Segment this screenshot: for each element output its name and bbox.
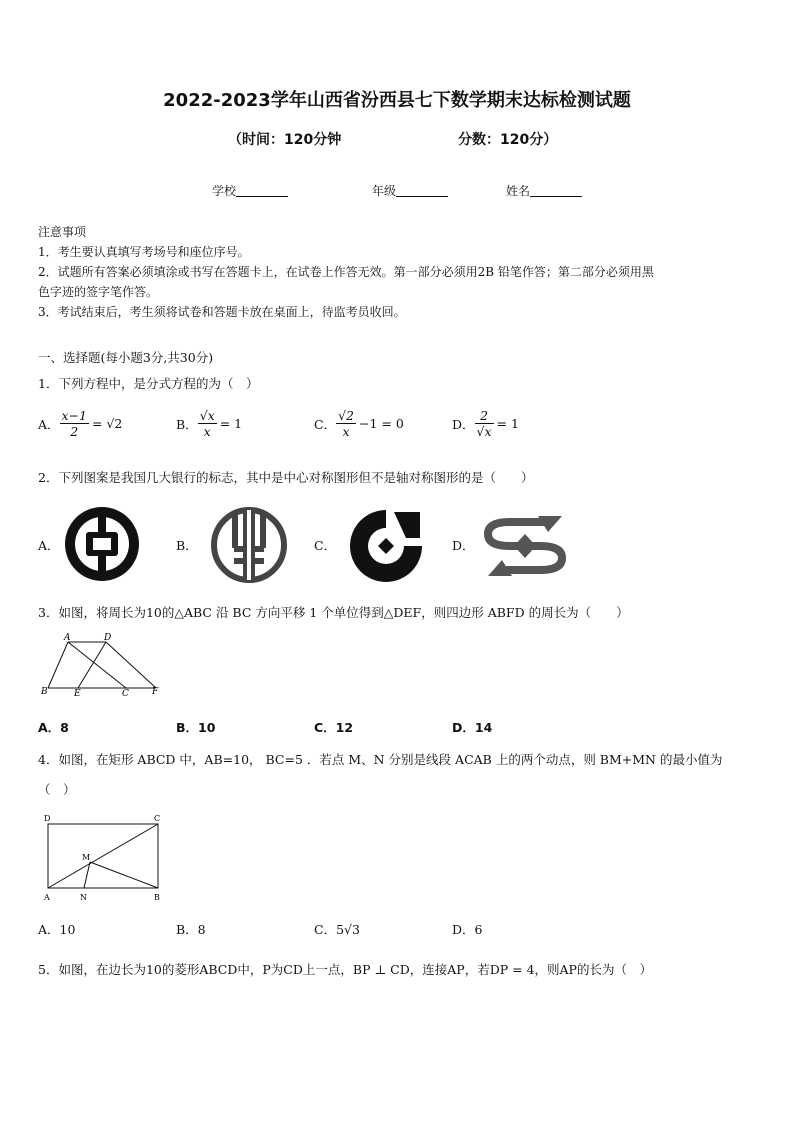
q3-label-b: B: [41, 687, 48, 696]
q4-option-c: C．5√3: [314, 922, 360, 937]
q1-stem: 1．下列方程中，是分式方程的为（ ）: [38, 376, 259, 391]
q3-label-f: F: [152, 687, 159, 696]
q4-option-a: A．10: [38, 922, 76, 937]
notice-block: [38, 222, 654, 322]
q1-d-fraction: $\frac{2}{√x}$: [476, 408, 492, 439]
q3-option-d: D．14: [452, 720, 493, 735]
q2-option-a: A．: [38, 538, 60, 553]
q4-stem-cont: （ ）: [38, 782, 76, 797]
exam-score: 分数：120分）: [458, 132, 558, 148]
q4-stem: 4．如图，在矩形 ABCD 中，AB=10， BC=5 ．若点 M、N 分别是线段 ACAB 上的两个动点，则 BM+MN 的最小值为: [38, 752, 723, 767]
q1-option-b: B． $\frac{√x}{x}$ = 1: [176, 408, 243, 439]
grade-field: 年级: [372, 182, 448, 199]
q3-stem: 3．如图，将周长为10的△ABC 沿 BC 方向平移 1 个单位得到△DEF，则四边形 ABFD 的周长为（ ）: [38, 605, 629, 620]
q2-stem: 2．下列图案是我国几大银行的标志，其中是中心对称图形但不是轴对称图形的是（ ）: [38, 470, 534, 485]
q3-label-d: D: [104, 633, 112, 643]
q4-option-b: B．8: [176, 922, 206, 937]
q3-option-c: C．12: [314, 720, 354, 735]
section-heading: 一、选择题(每小题3分,共30分): [38, 350, 214, 365]
page-title: 2022-2023学年山西省汾西县七下数学期末达标检测试题: [163, 90, 631, 111]
q1-option-c: C． $\frac{√2}{x}$ −1 = 0: [314, 408, 404, 439]
q4-option-d: D．6: [452, 922, 483, 937]
q1-b-fraction: $\frac{√x}{x}$: [199, 408, 215, 439]
q3-option-b: B．10: [176, 720, 216, 735]
q3-option-a: A．8: [38, 720, 69, 735]
q1-c-fraction: $\frac{√2}{x}$: [338, 408, 354, 439]
q4-label-c: C: [154, 814, 161, 823]
q3-label-e: E: [74, 689, 81, 696]
q5-stem: 5．如图，在边长为10的菱形ABCD中，P为CD上一点，BP ⊥ CD，连接AP，若DP = 4，则AP的长为（ ）: [38, 962, 652, 977]
bank-of-china-logo: [64, 506, 140, 582]
q3-label-c: C: [122, 689, 129, 696]
q2-option-d: D．: [452, 538, 475, 553]
industrial-bank-logo: [482, 514, 568, 578]
notice-item-2: 2．试题所有答案必须填涂或书写在答题卡上，在试卷上作答无效。第一部分必须用2B 铅笔作答；第二部分必须用黑: [38, 265, 654, 279]
q1-a-fraction: $\frac{x-1}{2}$: [61, 408, 88, 439]
q4-label-b: B: [154, 893, 160, 902]
notice-item-1: 1．考生要认真填写考场号和座位序号。: [38, 245, 250, 259]
notice-heading: 注意事项: [38, 225, 87, 239]
q2-option-c: C．: [314, 538, 337, 553]
q3-figure: [38, 632, 164, 696]
name-field: 姓名: [506, 182, 582, 199]
construction-bank-logo: [348, 508, 424, 584]
q4-figure: [38, 812, 168, 904]
q4-label-m: M: [82, 853, 91, 862]
q1-option-d: D． $\frac{2}{√x}$ = 1: [452, 408, 519, 439]
q4-label-a: A: [44, 893, 50, 902]
q4-label-d: D: [44, 814, 51, 823]
notice-item-2-cont: 色字迹的签字笔作答。: [38, 285, 159, 299]
exam-time: （时间：120分钟: [228, 132, 342, 148]
notice-item-3: 3．考试结束后，考生须将试卷和答题卡放在桌面上，待监考员收回。: [38, 305, 406, 319]
agricultural-bank-logo: [210, 506, 288, 584]
school-field: 学校: [212, 182, 288, 199]
q4-label-n: N: [80, 893, 87, 902]
q3-label-a: A: [64, 633, 71, 643]
q1-option-a: A． $\frac{x-1}{2}$ = √2: [38, 408, 123, 439]
q2-option-b: B．: [176, 538, 198, 553]
